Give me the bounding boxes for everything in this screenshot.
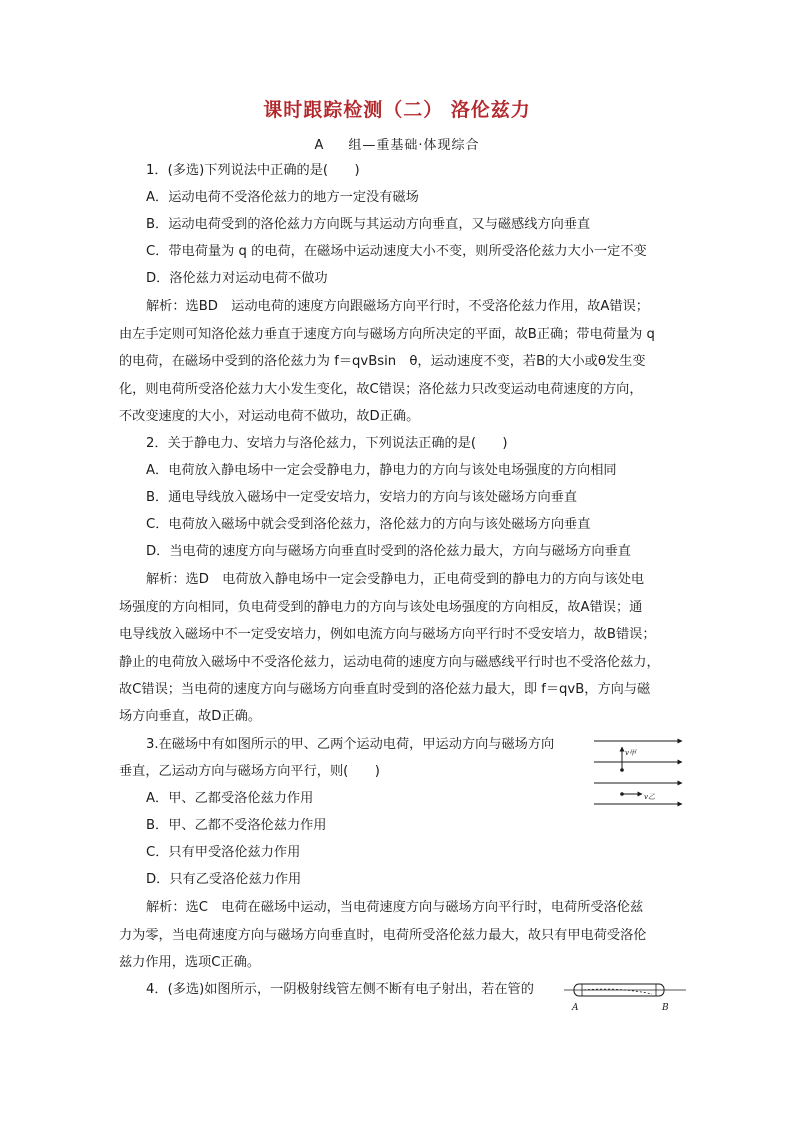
- q1-answer-line-3: 的电荷，在磁场中受到的洛伦兹力为 f＝qvBsin θ，运动速度不变，若B的大小或θ发生变: [119, 354, 646, 369]
- q3-answer-line-1: 解析：选C 电荷在磁场中运动，当电荷速度方向与磁场方向平行时，电荷所受洛伦兹: [146, 900, 644, 915]
- q2-answer-line-3: 电导线放入磁场中不一定受安培力，例如电流方向与磁场方向平行时不受安培力，故B错误；: [119, 627, 656, 642]
- q3-answer-line-2: 力为零，当电荷速度方向与磁场方向垂直时，电荷所受洛伦兹力最大，故只有甲电荷受洛伦: [119, 928, 647, 943]
- q2-stem: 2．关于静电力、安培力与洛伦兹力，下列说法正确的是( ): [146, 436, 508, 451]
- q2-answer-line-4: 静止的电荷放入磁场中不受洛伦兹力，运动电荷的速度方向与磁感线平行时也不受洛伦兹力，: [119, 655, 660, 670]
- q3-option-b: B．甲、乙都不受洛伦兹力作用: [146, 818, 327, 833]
- q1-answer-line-5: 不改变速度的大小，对运动电荷不做功，故D正确。: [119, 409, 420, 424]
- q2-answer-line-5: 故C错误；当电荷的速度方向与磁场方向垂直时受到的洛伦兹力最大，即 f＝qvB，方向与磁: [119, 682, 651, 697]
- tube-label-a: A: [572, 1003, 579, 1013]
- velocity-jia-label: v甲: [625, 749, 636, 757]
- q1-answer-line-2: 由左手定则可知洛伦兹力垂直于速度方向与磁场方向所决定的平面，故B正确；带电荷量为 q: [119, 327, 655, 342]
- q1-option-a: A．运动电荷不受洛伦兹力的地方一定没有磁场: [146, 190, 419, 205]
- q3-stem-line-1: 3.在磁场中有如图所示的甲、乙两个运动电荷，甲运动方向与磁场方向: [146, 737, 555, 752]
- velocity-yi-label: v乙: [644, 793, 655, 801]
- page-title: 课时跟踪检测（二） 洛伦兹力: [263, 99, 531, 121]
- tube-label-b: B: [662, 1003, 669, 1013]
- q1-option-b: B．运动电荷受到的洛伦兹力方向既与其运动方向垂直，又与磁感线方向垂直: [146, 217, 591, 232]
- q1-answer-line-1: 解析：选BD 运动电荷的速度方向跟磁场方向平行时，不受洛伦兹力作用，故A错误；: [146, 299, 649, 314]
- q2-option-b: B．通电导线放入磁场中一定受安培力，安培力的方向与该处磁场方向垂直: [146, 490, 578, 505]
- q3-option-c: C．只有甲受洛伦兹力作用: [146, 845, 301, 860]
- q3-option-a: A．甲、乙都受洛伦兹力作用: [146, 791, 314, 806]
- section-text: 组—重基础·体现综合: [348, 138, 480, 153]
- section-letter: A: [314, 138, 325, 153]
- q3-stem-line-2: 垂直，乙运动方向与磁场方向平行，则( ): [119, 764, 380, 779]
- q2-answer-line-1: 解析：选D 电荷放入静电场中一定会受静电力，正电荷受到的静电力的方向与该处电: [146, 572, 645, 587]
- section-heading: [0, 134, 794, 153]
- q1-answer-line-4: 化，则电荷所受洛伦兹力大小发生变化，故C错误；洛伦兹力只改变运动电荷速度的方向，: [119, 382, 643, 397]
- q2-answer-line-6: 场方向垂直，故D正确。: [119, 709, 262, 724]
- q1-option-c: C．带电荷量为 q 的电荷，在磁场中运动速度大小不变，则所受洛伦兹力大小一定不变: [146, 244, 647, 259]
- q3-option-d: D．只有乙受洛伦兹力作用: [146, 872, 302, 887]
- q2-option-c: C．电荷放入磁场中就会受到洛伦兹力，洛伦兹力的方向与该处磁场方向垂直: [146, 517, 591, 532]
- q2-answer-line-2: 场强度的方向相同，负电荷受到的静电力的方向与该处电场强度的方向相反，故A错误；通: [119, 600, 643, 615]
- q4-stem: 4．(多选)如图所示，一阴极射线管左侧不断有电子射出，若在管的: [146, 982, 534, 997]
- q2-option-d: D．当电荷的速度方向与磁场方向垂直时受到的洛伦兹力最大，方向与磁场方向垂直: [146, 544, 631, 559]
- q3-answer-line-3: 兹力作用，选项C正确。: [119, 955, 261, 970]
- q1-option-d: D．洛伦兹力对运动电荷不做功: [146, 271, 328, 286]
- q4-figure: [564, 978, 686, 1014]
- q1-stem: 1．(多选)下列说法中正确的是( ): [146, 163, 360, 178]
- q2-option-a: A．电荷放入静电场中一定会受静电力，静电力的方向与该处电场强度的方向相同: [146, 463, 617, 478]
- q3-figure: [592, 735, 692, 810]
